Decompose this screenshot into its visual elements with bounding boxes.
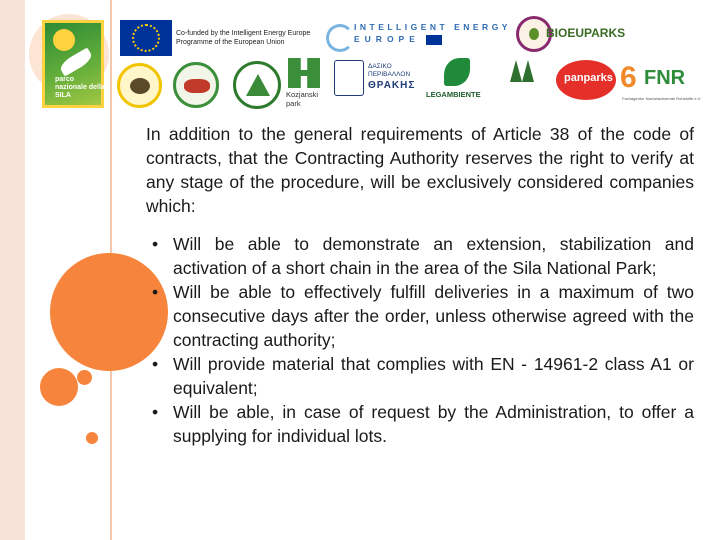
decorative-circle-small (77, 370, 92, 385)
bullet-icon: • (152, 234, 159, 254)
legambiente-logo (426, 58, 490, 102)
forest-institute-logo (496, 58, 554, 104)
legambiente-text: LEGAMBIENTE (426, 90, 481, 99)
eu-flag-logo (120, 20, 172, 56)
list-item-text: Will provide material that complies with EN - 14961-2 class A1 or equivalent; (173, 354, 694, 398)
left-decorative-strip (0, 0, 25, 540)
bullet-icon: • (152, 354, 159, 374)
intelligent-energy-europe-logo (326, 22, 511, 50)
fnr-subtext: Fachagentur Nachwachsende Rohstoffe e.V. (622, 96, 702, 101)
iee-swirl-icon (326, 24, 354, 52)
kozjanski-mark-icon (288, 58, 320, 88)
fnr-swirl-icon: 6 (620, 61, 637, 94)
decorative-circle-tiny (86, 432, 98, 444)
bullet-icon: • (152, 402, 159, 422)
tree-icon (522, 60, 534, 82)
greek-text: ΔΑΣΙΚΟ ΠΕΡΙΒΑΛΛΟΝ (368, 63, 411, 78)
list-item (146, 352, 694, 400)
kozjanski-park-logo (286, 58, 322, 120)
partner-seal-yellow-logo (117, 63, 162, 108)
fnr-logo (620, 62, 716, 102)
fnr-text: FNR (644, 67, 686, 89)
eu-stars-icon (132, 24, 160, 52)
bioeuparks-text: BIOEUPARKS (546, 26, 626, 40)
intro-paragraph: In addition to the general requirements of Article 38 of the code of contracts, that the Contracting Authority reserves the right to verify at any stage of the procedure, will be exclusively considered companies which: (146, 124, 694, 216)
leaf-icon (444, 58, 470, 86)
greek-name: ΘΡΑΚΗΣ (368, 80, 416, 91)
list-item (146, 232, 694, 280)
panparks-text: panparks (564, 72, 613, 84)
partner-seal-green-logo (173, 62, 219, 108)
bioeuparks-logo (516, 16, 626, 54)
decorative-circle-medium (40, 368, 78, 406)
greek-emblem-icon (334, 60, 364, 96)
panparks-logo (556, 60, 616, 100)
list-item (146, 280, 694, 352)
bird-icon (58, 47, 94, 76)
eu-mini-flag-icon (426, 35, 442, 45)
greek-forest-logo (334, 60, 432, 98)
parco-logo-text: parco nazionale della SILA (55, 76, 105, 99)
partner-seal-mountain-logo (233, 61, 281, 109)
list-item-text: Will be able to demonstrate an extension, stabilization and activation of a short chain in the area of the Sila National Park; (173, 234, 694, 278)
requirements-list (146, 232, 694, 448)
slide-content (146, 122, 694, 448)
bullet-icon: • (152, 282, 159, 302)
parco-sila-logo (42, 20, 104, 108)
list-item-text: Will be able, in case of request by the Administration, to offer a supplying for individual lots. (173, 402, 694, 446)
sun-icon (53, 29, 75, 51)
iee-line1: INTELLIGENT ENERGY (354, 22, 511, 32)
iee-line2: EUROPE (354, 34, 420, 44)
kozjanski-text: Kozjanski park (286, 90, 319, 108)
list-item-text: Will be able to effectively fulfill deliveries in a maximum of two consecutive days after the order, unless otherwise agreed with the contracting authority; (173, 282, 694, 350)
cofund-text: Co-funded by the Intelligent Energy Europe Programme of the European Union (176, 30, 311, 46)
list-item (146, 400, 694, 448)
tree-icon (510, 60, 522, 82)
